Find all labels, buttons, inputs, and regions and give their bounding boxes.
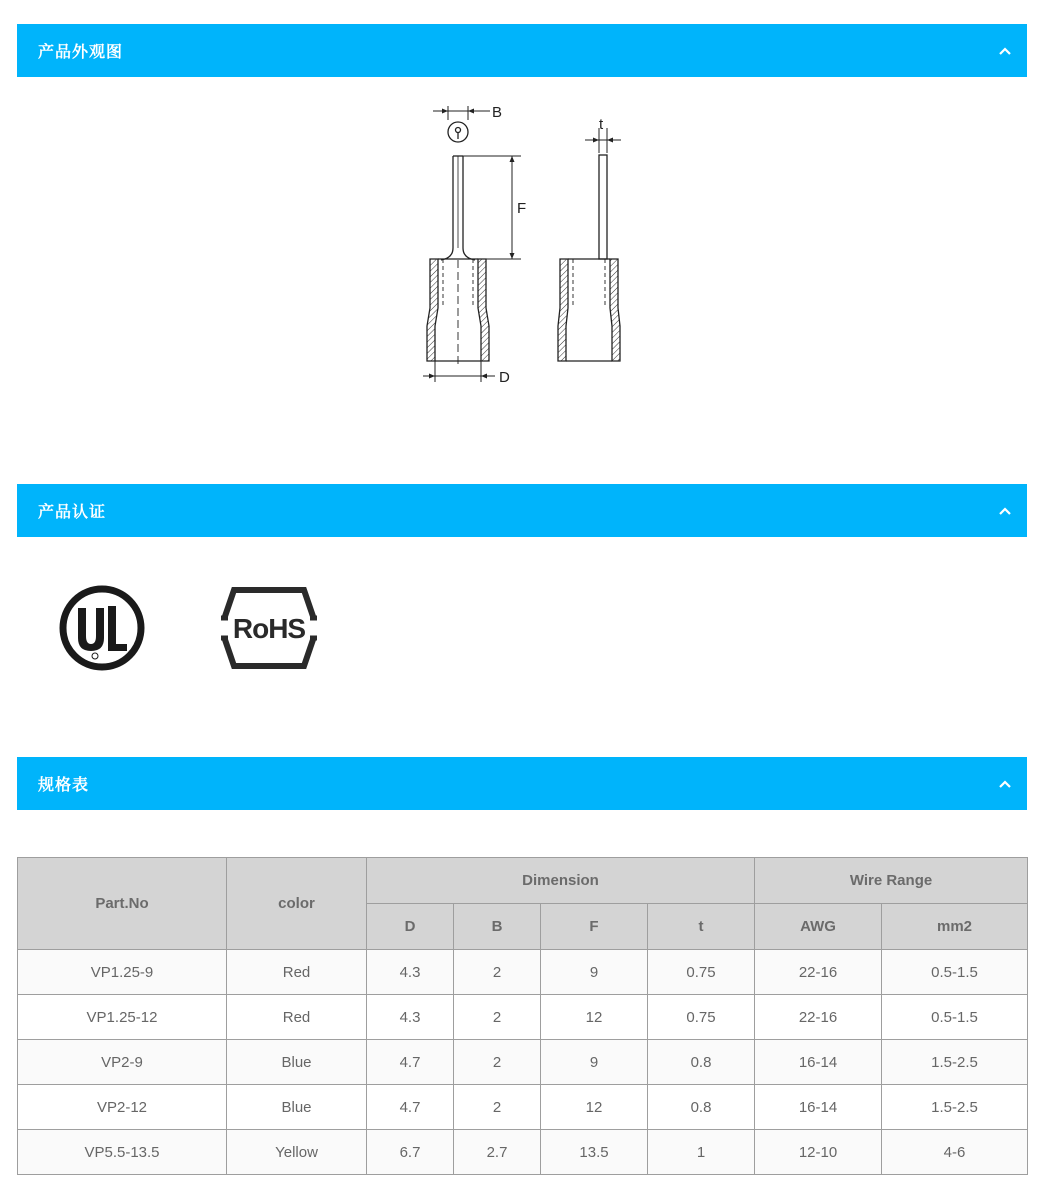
cell-mm2: 0.5-1.5 [882,950,1028,995]
cell-d: 4.7 [367,1040,454,1085]
cell-awg: 16-14 [755,1085,882,1130]
table-row [18,995,1028,1040]
dimension-label-d: D [499,369,510,386]
cell-color: Red [227,950,367,995]
table-row [18,950,1028,995]
chevron-up-icon[interactable] [997,503,1013,519]
cell-b: 2 [454,950,541,995]
cell-part: VP1.25-12 [18,995,227,1040]
cell-b: 2 [454,1040,541,1085]
header-d: D [367,904,454,950]
cell-part: VP5.5-13.5 [18,1130,227,1175]
cell-f: 13.5 [541,1130,648,1175]
cell-b: 2 [454,1085,541,1130]
cell-d: 4.3 [367,950,454,995]
header-b: B [454,904,541,950]
cell-f: 9 [541,1040,648,1085]
cell-d: 4.7 [367,1085,454,1130]
table-row [18,1130,1028,1175]
header-mm2: mm2 [882,904,1028,950]
section-header-spec[interactable] [17,757,1027,810]
dimension-label-t: t [599,116,604,133]
cell-b: 2 [454,995,541,1040]
section-title: 规格表 [38,775,90,794]
cell-part: VP2-12 [18,1085,227,1130]
dimension-label-b: B [492,104,503,121]
side-view [558,128,621,361]
cell-part: VP1.25-9 [18,950,227,995]
dimension-label-f: F [517,200,527,217]
ul-logo-icon [58,584,146,672]
cell-color: Blue [227,1085,367,1130]
cell-awg: 16-14 [755,1040,882,1085]
svg-text:RoHS: RoHS [232,613,306,644]
cell-t: 1 [648,1130,755,1175]
cell-t: 0.75 [648,995,755,1040]
cell-awg: 22-16 [755,995,882,1040]
section-title: 产品认证 [38,502,107,521]
cell-part: VP2-9 [18,1040,227,1085]
cell-f: 9 [541,950,648,995]
cell-color: Blue [227,1040,367,1085]
cell-mm2: 0.5-1.5 [882,995,1028,1040]
header-wire-range: Wire Range [755,858,1028,904]
section-header-certification[interactable] [17,484,1027,537]
cell-f: 12 [541,1085,648,1130]
header-awg: AWG [755,904,882,950]
header-dimension: Dimension [367,858,755,904]
rohs-logo-icon [218,587,320,669]
spec-table [17,857,1028,1175]
header-f: F [541,904,648,950]
cell-color: Red [227,995,367,1040]
cell-mm2: 1.5-2.5 [882,1040,1028,1085]
chevron-up-icon[interactable] [997,776,1013,792]
cell-d: 6.7 [367,1130,454,1175]
header-color: color [227,858,367,950]
cell-f: 12 [541,995,648,1040]
cell-t: 0.8 [648,1085,755,1130]
header-part-no: Part.No [18,858,227,950]
cell-mm2: 4-6 [882,1130,1028,1175]
front-view [423,106,521,382]
chevron-up-icon[interactable] [997,43,1013,59]
table-row [18,1040,1028,1085]
cell-color: Yellow [227,1130,367,1175]
table-row [18,1085,1028,1130]
cell-d: 4.3 [367,995,454,1040]
header-t: t [648,904,755,950]
cell-awg: 12-10 [755,1130,882,1175]
section-header-appearance[interactable] [17,24,1027,77]
cell-b: 2.7 [454,1130,541,1175]
cell-t: 0.75 [648,950,755,995]
terminal-drawing [405,98,635,398]
cell-mm2: 1.5-2.5 [882,1085,1028,1130]
cell-awg: 22-16 [755,950,882,995]
cell-t: 0.8 [648,1040,755,1085]
section-title: 产品外观图 [38,42,124,61]
